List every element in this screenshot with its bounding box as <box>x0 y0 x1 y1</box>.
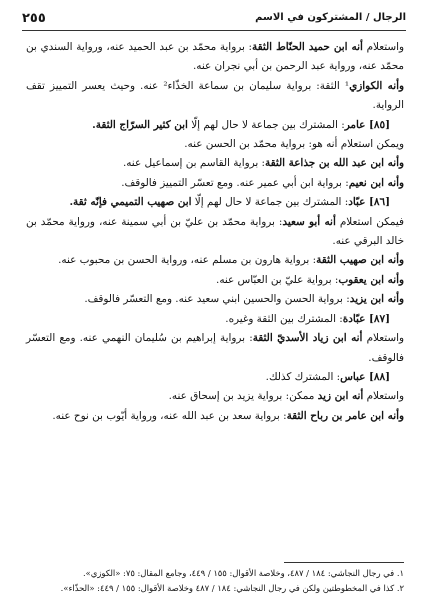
page-number: ٢٥٥ <box>22 11 46 26</box>
paragraph: واستعلام أنه ابن حميد الحنّاط الثقة: برواية محمّد بن عبد الحميد عنه، ورواية السندي بن محمّد عنه، ورواية عبد الرحمن بن أبي نجران عنه. <box>26 41 404 73</box>
entry-heading: [٨٨] عباس: المشترك كذلك. <box>265 370 390 383</box>
paragraph: فيمكن استعلام أنه أبو سعيد: برواية محمّد بن عليّ بن أبي سمينة عنه، ورواية محمّد بن خالد البرقي عنه. <box>26 215 404 248</box>
main-text <box>26 38 404 426</box>
paragraph: ويمكن استعلام أنه هو: برواية محمّد بن الحسن عنه. <box>184 138 404 151</box>
paragraph: واستعلام أنه ابن زياد الأسديّ الثقة: برواية إبراهيم بن سُليمان النهمي عنه. ومع التعسّر فالوقف. <box>26 332 404 364</box>
paragraph: وأنه ابن صهيب الثقة: برواية هارون بن مسلم عنه، ورواية الحسن بن محبوب عنه. <box>58 254 404 267</box>
paragraph: وأنه ابن يعقوب: برواية عليّ بن العبّاس عنه. <box>216 273 404 286</box>
paragraph: وأنه ابن يزيد: برواية الحسن والحسين ابني سعيد عنه. ومع التعسّر فالوقف. <box>84 293 404 306</box>
entry-heading: [٨٥] عامر: المشترك بين جماعة لا حال لهم إلّا ابن كثير السرّاج الثقة. <box>92 118 390 131</box>
paragraph: وأنه ابن عبد الله بن جذاعة الثقة: برواية القاسم بن إسماعيل عنه. <box>122 157 404 170</box>
footnote: ١. في رجال النجاشي: ١٨٤ / ٤٨٧، وخلاصة الأقوال: ١٥٥ / ٤٤٩، وجامع المقال: ٧٥: «الكوزي». <box>83 568 404 578</box>
footnote: ٢. كذا في المخطوطتين ولكن في رجال النجاشي: ١٨٤ / ٤٨٧ وخلاصة الأقوال: ١٥٥ / ٤٤٩: «الحذّاء». <box>60 583 404 593</box>
entry-heading: [٨٧] عبّادة: المشترك بين الثقة وغيره. <box>225 312 390 325</box>
paragraph: وأنه ابن نعيم: برواية ابن أبي عمير عنه. ومع تعسّر التمييز فالوقف. <box>121 176 404 189</box>
paragraph: وأنه الكوازي¹ الثقة: برواية سليمان بن سماعة الخذّاء² عنه. وحيث يعسر التمييز تقف الرواية. <box>26 79 405 112</box>
paragraph: واستعلام أنه ابن زيد ممكن: برواية يزيد بن إسحاق عنه. <box>168 390 404 403</box>
running-header <box>22 12 406 31</box>
paragraph: وأنه ابن عامر بن رباح الثقة: برواية سعد بن عبد الله عنه، ورواية أيّوب بن نوح عنه. <box>52 409 404 422</box>
footnotes <box>26 566 404 596</box>
entry-heading: [٨٦] عبّاد: المشترك بين جماعة لا حال لهم إلّا ابن صهيب التميمي فإنّه ثقة. <box>69 196 390 209</box>
running-title: الرجال / المشتركون في الاسم <box>255 12 406 23</box>
footnote-rule <box>284 562 404 563</box>
